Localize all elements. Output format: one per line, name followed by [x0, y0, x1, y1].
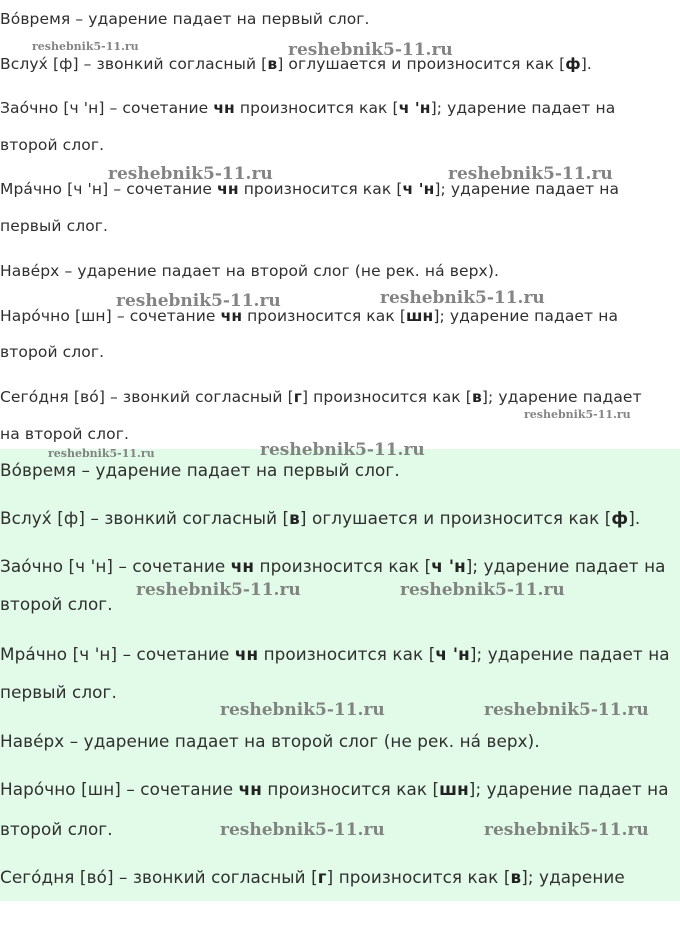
entry-segodnya: Сего́дня [во] – звонкий согласный [г] произносится как [в]; ударение	[0, 867, 625, 887]
entry-word: Вслух́	[0, 508, 52, 528]
entry-naverkh: Наве́рх – ударение падает на второй слог (не рек. на верх).	[0, 262, 499, 280]
watermark: reshebnik5-11.ru	[260, 440, 425, 460]
watermark: reshebnik5-11.ru	[136, 580, 301, 600]
entry-word: Наро́чно	[0, 779, 76, 799]
entry-word: Мра́чно	[0, 180, 63, 198]
entry-word: Сего́дня	[0, 867, 75, 887]
entry-vslukh: Вслух́ [ф] – звонкий согласный [в] оглушается и произносится как [ф].	[0, 508, 641, 528]
entry-narochno: Наро́чно [шн] – сочетание чн произносится как [шн]; ударение падает на	[0, 307, 619, 325]
entry-mrachno: Мра́чно [ч 'н] – сочетание чн произносится как [ч 'н]; ударение падает на	[0, 644, 670, 664]
watermark: reshebnik5-11.ru	[108, 164, 273, 184]
entry-word: Зао́чно	[0, 99, 59, 117]
entry-word: Мра́чно	[0, 644, 68, 664]
entry-word: Сего́дня	[0, 388, 69, 406]
watermark: reshebnik5-11.ru	[288, 40, 453, 60]
entry-continuation: на второй слог.	[0, 425, 130, 443]
watermark: reshebnik5-11.ru	[48, 447, 155, 460]
watermark: reshebnik5-11.ru	[448, 164, 613, 184]
entry-vslukh: Вслух́ [ф] – звонкий согласный [в] оглушается и произносится как [ф].	[0, 55, 592, 73]
watermark: reshebnik5-11.ru	[484, 820, 649, 840]
entry-segodnya: Сего́дня [во] – звонкий согласный [г] произносится как [в]; ударение падает	[0, 388, 642, 406]
watermark: reshebnik5-11.ru	[32, 40, 139, 53]
entry-continuation: первый слог.	[0, 217, 109, 235]
entry-vovremya: Во́время – ударение падает на первый слог.	[0, 460, 400, 480]
entry-continuation: первый слог.	[0, 682, 117, 702]
entry-word: Во́время	[0, 10, 71, 28]
entry-word: Вслух́	[0, 55, 48, 73]
entry-narochno: Наро́чно [шн] – сочетание чн произносится как [шн]; ударение падает на	[0, 779, 669, 799]
entry-naverkh: Наве́рх – ударение падает на второй слог (не рек. на верх).	[0, 731, 540, 751]
entry-mrachno: Мра́чно [ч 'н] – сочетание чн произносится как [ч 'н]; ударение падает на	[0, 180, 620, 198]
watermark: reshebnik5-11.ru	[116, 291, 281, 311]
watermark: reshebnik5-11.ru	[380, 288, 545, 308]
watermark: reshebnik5-11.ru	[524, 408, 631, 421]
entry-word: Наро́чно	[0, 307, 70, 325]
entry-continuation: второй слог.	[0, 594, 113, 614]
entry-continuation: второй слог.	[0, 343, 105, 361]
entry-word: Наве́рх	[0, 262, 60, 280]
entry-vovremya: Во́время – ударение падает на первый слог.	[0, 10, 370, 28]
watermark: reshebnik5-11.ru	[484, 700, 649, 720]
entry-word: Наве́рх	[0, 731, 65, 751]
entry-word: Во́время	[0, 460, 77, 480]
watermark: reshebnik5-11.ru	[220, 820, 385, 840]
entry-zaochno: Зао́чно [ч 'н] – сочетание чн произносится как [ч 'н]; ударение падает на	[0, 556, 666, 576]
entry-word: Зао́чно	[0, 556, 64, 576]
watermark: reshebnik5-11.ru	[400, 580, 565, 600]
entry-continuation: второй слог.	[0, 136, 105, 154]
entry-zaochno: Зао́чно [ч 'н] – сочетание чн произносится как [ч 'н]; ударение падает на	[0, 99, 616, 117]
watermark: reshebnik5-11.ru	[220, 700, 385, 720]
entry-continuation: второй слог.	[0, 819, 113, 839]
